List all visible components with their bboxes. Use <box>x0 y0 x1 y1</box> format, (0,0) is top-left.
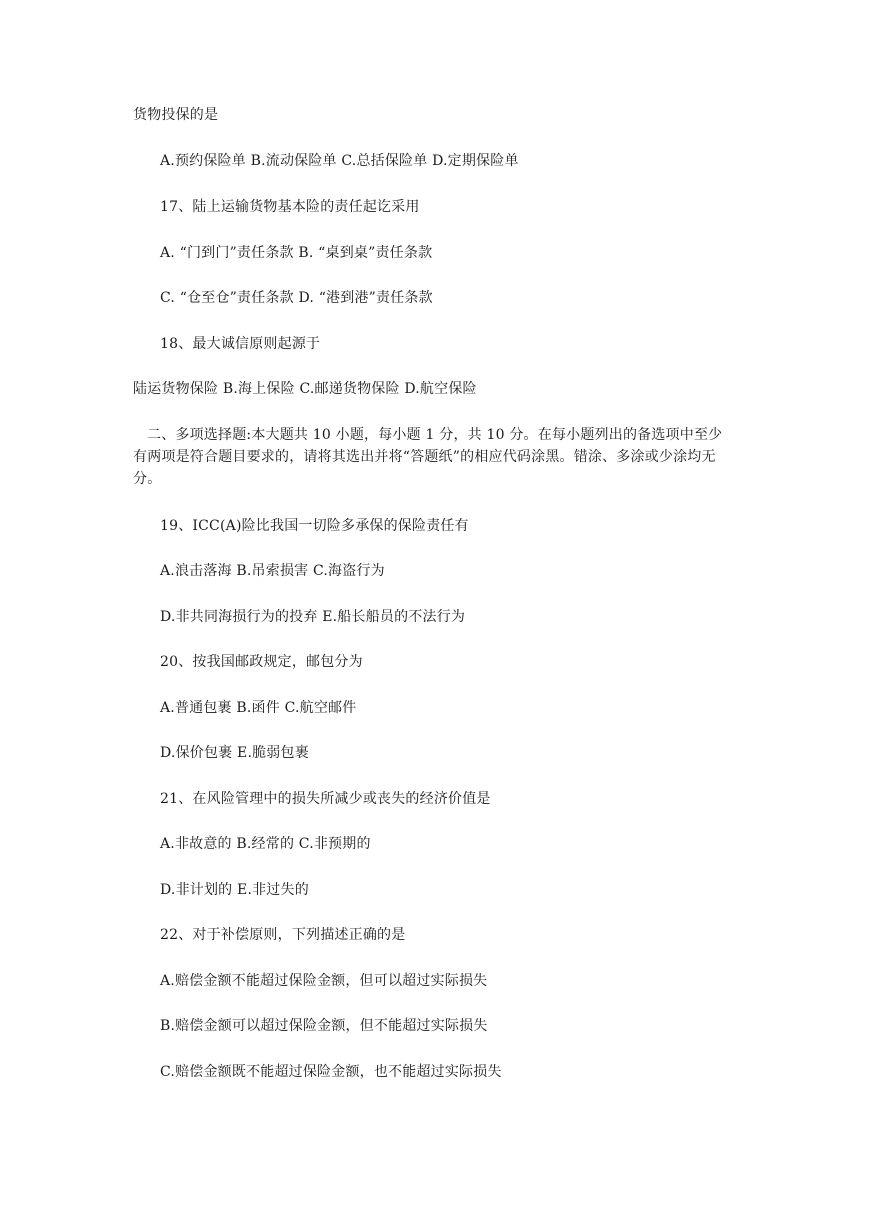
text-line: D.非计划的 E.非过失的 <box>160 882 309 898</box>
text-line: A.浪击落海 B.吊索损害 C.海盗行为 <box>160 563 385 579</box>
text-line: A.非故意的 B.经常的 C.非预期的 <box>160 836 371 852</box>
text-line: A. “门到门”责任条款 B. “桌到桌”责任条款 <box>160 245 433 261</box>
text-line: D.保价包裹 E.脆弱包裹 <box>160 745 309 761</box>
text-line: 21、在风险管理中的损失所减少或丧失的经济价值是 <box>160 791 491 807</box>
text-line: A.赔偿金额不能超过保险金额，但可以超过实际损失 <box>160 973 488 989</box>
text-line: C.赔偿金额既不能超过保险金额，也不能超过实际损失 <box>160 1064 502 1080</box>
text-line: A.普通包裹 B.函件 C.航空邮件 <box>160 700 357 716</box>
text-line: 货物投保的是 <box>133 107 219 123</box>
text-line: 17、陆上运输货物基本险的责任起讫采用 <box>160 199 420 215</box>
text-line: B.赔偿金额可以超过保险金额，但不能超过实际损失 <box>160 1018 488 1034</box>
text-line: 22、对于补偿原则，下列描述正确的是 <box>160 927 406 943</box>
text-line: A.预约保险单 B.流动保险单 C.总括保险单 D.定期保险单 <box>160 153 519 169</box>
section-two-instructions: 二、多项选择题:本大题共 10 小题，每小题 1 分，共 10 分。在每小题列出的备选项中至少有两项是符合题目要求的，请将其选出并将“答题纸”的相应代码涂黑。错涂、多涂或少涂均无分。 <box>133 427 723 487</box>
text-line: 18、最大诚信原则起源于 <box>160 336 321 352</box>
text-line: C. “仓至仓”责任条款 D. “港到港”责任条款 <box>160 290 433 306</box>
text-line: 19、ICC(A)险比我国一切险多承保的保险责任有 <box>160 518 469 534</box>
text-line: 20、按我国邮政规定，邮包分为 <box>160 654 363 670</box>
text-line: D.非共同海损行为的投弃 E.船长船员的不法行为 <box>160 609 466 625</box>
text-line: 陆运货物保险 B.海上保险 C.邮递货物保险 D.航空保险 <box>133 381 477 397</box>
